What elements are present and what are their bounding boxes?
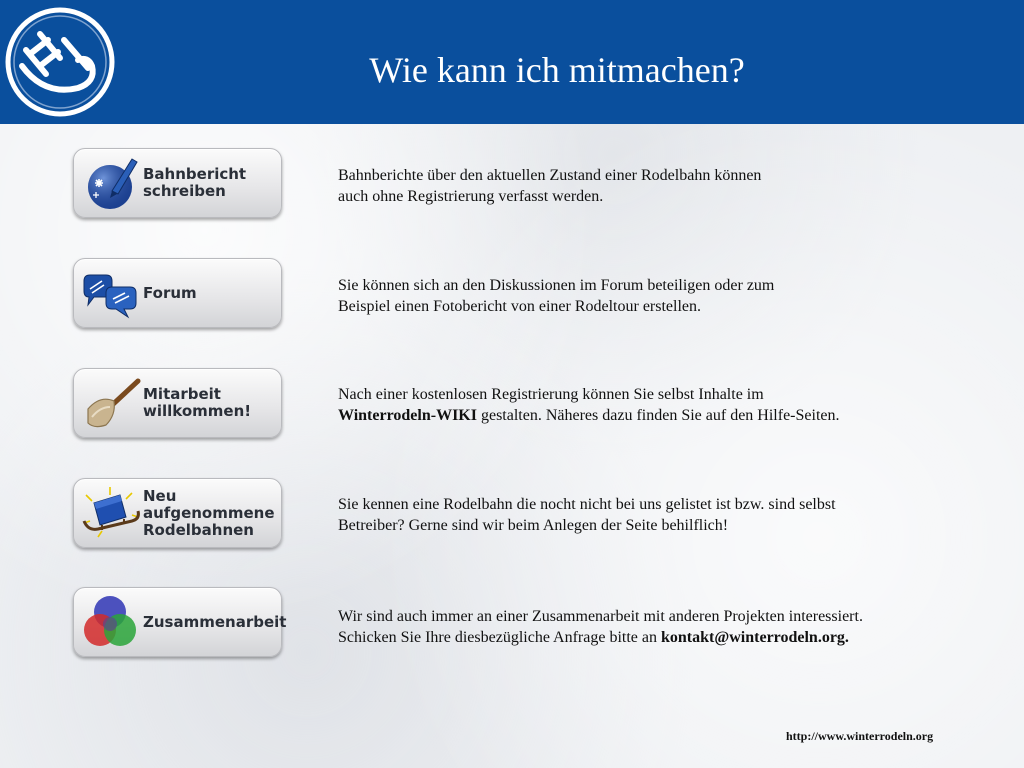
mitarbeit-description bbox=[338, 384, 978, 426]
description-line: Betreiber? Gerne sind wir beim Anlegen der Seite behilflich! bbox=[338, 517, 729, 534]
zusammenarbeit-label: Zusammenarbeit bbox=[143, 612, 287, 631]
forum-description bbox=[338, 275, 978, 317]
description-line: Beispiel einen Fotobericht von einer Rodeltour erstellen. bbox=[338, 298, 702, 315]
contact-email-link[interactable]: kontakt@winterrodeln.org. bbox=[661, 629, 849, 646]
speech-bubbles-icon bbox=[80, 263, 142, 323]
sled-icon bbox=[80, 483, 142, 543]
description-line: Schicken Sie Ihre diesbezügliche Anfrage bitte an kontakt@winterrodeln.org. bbox=[338, 629, 849, 646]
zusammenarbeit-description bbox=[338, 606, 978, 648]
mitarbeit-label: Mitarbeit willkommen! bbox=[143, 385, 252, 420]
description-line: Wir sind auch immer an einer Zusammenarbeit mit anderen Projekten interessiert. bbox=[338, 608, 863, 625]
overlapping-circles-icon bbox=[80, 592, 142, 652]
wiki-link-text: Winterrodeln-WIKI bbox=[338, 407, 477, 424]
description-line: Bahnberichte über den aktuellen Zustand einer Rodelbahn können bbox=[338, 167, 762, 184]
neu-aufgenommene-rodelbahnen-button[interactable] bbox=[73, 478, 282, 548]
forum-label: Forum bbox=[143, 283, 197, 302]
mitarbeit-willkommen-button[interactable] bbox=[73, 368, 282, 438]
description-line: auch ohne Registrierung verfasst werden. bbox=[338, 188, 604, 205]
bahnbericht-schreiben-button[interactable] bbox=[73, 148, 282, 218]
description-line: Winterrodeln-WIKI gestalten. Näheres dazu finden Sie auf den Hilfe-Seiten. bbox=[338, 407, 840, 424]
page-title: Wie kann ich mitmachen? bbox=[369, 50, 745, 90]
zusammenarbeit-button[interactable] bbox=[73, 587, 287, 657]
description-line: Sie können sich an den Diskussionen im Forum beteiligen oder zum bbox=[338, 277, 775, 294]
bahnbericht-label: Bahnbericht schreiben bbox=[143, 165, 247, 200]
shovel-icon bbox=[80, 373, 142, 433]
description-line: Nach einer kostenlosen Registrierung können Sie selbst Inhalte im bbox=[338, 386, 764, 403]
bahnbericht-description bbox=[338, 165, 978, 207]
neu-description bbox=[338, 494, 978, 536]
header-bar bbox=[0, 0, 1024, 124]
pen-snowflake-icon bbox=[80, 153, 142, 213]
description-line: Sie kennen eine Rodelbahn die nocht nicht bei uns gelistet ist bzw. sind selbst bbox=[338, 496, 836, 513]
forum-button[interactable] bbox=[73, 258, 282, 328]
neu-label: Neu aufgenommene Rodelbahnen bbox=[143, 486, 275, 539]
footer-url[interactable]: http://www.winterrodeln.org bbox=[786, 729, 934, 743]
